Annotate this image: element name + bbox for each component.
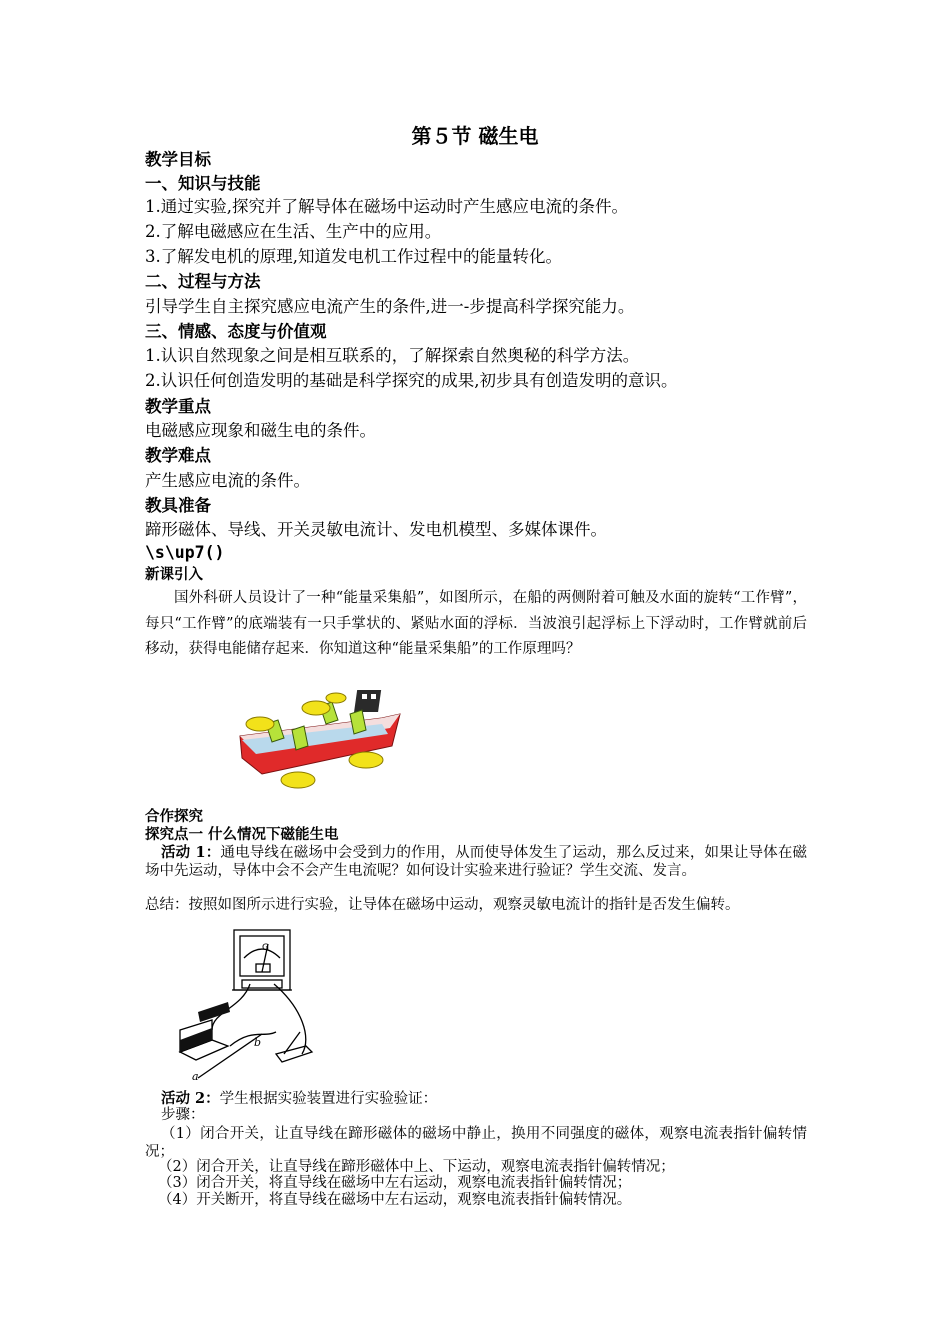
summary-text: 总结：按照如图所示进行实验，让导体在磁场中运动，观察灵敏电流计的指针是否发生偏转。 xyxy=(145,897,740,913)
section2-title: 二、过程与方法 xyxy=(145,272,261,291)
section3-title: 三、情感、态度与价值观 xyxy=(145,322,327,341)
goal-item: 1.通过实验,探究并了解导体在磁场中运动时产生感应电流的条件。 xyxy=(145,197,628,216)
section2-text: 引导学生自主探究感应电流产生的条件,进一-步提高科学探究能力。 xyxy=(145,297,635,316)
page-title: 第５节 磁生电 xyxy=(411,124,539,148)
tools-text: 蹄形磁体、导线、开关灵敏电流计、发电机模型、多媒体课件。 xyxy=(145,520,607,539)
activity2-text: 学生根据实验装置进行实验验证： xyxy=(219,1091,438,1107)
steps-label: 步骤： xyxy=(161,1107,205,1123)
activity2-line xyxy=(161,1090,437,1108)
goal-item: 2.了解电磁感应在生活、生产中的应用。 xyxy=(145,222,442,241)
activity1-label: 活动 1： xyxy=(160,844,221,861)
activity2-label: 活动 2： xyxy=(161,1090,220,1107)
activity1-text: 通电导线在磁场中会受到力的作用，从而使导体发生了运动，那么反过来，如果让导体在磁场中先运动，导体中会不会产生电流呢？如何设计实验来进行验证？学生交流、发言。 xyxy=(145,845,807,879)
wire-label-a: a xyxy=(192,1070,199,1083)
activity1-paragraph xyxy=(145,844,807,880)
galvanometer-label: G xyxy=(262,943,269,953)
goal-item: 2.认识任何创造发明的基础是科学探究的成果,初步具有创造发明的意识。 xyxy=(145,371,678,390)
explore-point1-title: 探究点一 什么情况下磁能生电 xyxy=(145,826,339,843)
tools-heading: 教具准备 xyxy=(145,496,211,515)
energy-ship-image xyxy=(232,684,408,796)
goals-heading: 教学目标 xyxy=(145,150,211,169)
step-item: （4）开关断开，将直导线在磁场中左右运动，观察电流表指针偏转情况。 xyxy=(158,1192,632,1208)
step-item: （3）闭合开关，将直导线在磁场中左右运动，观察电流表指针偏转情况； xyxy=(158,1175,632,1191)
intro-paragraph: 国外科研人员设计了一种“能量采集船”，如图所示，在船的两侧附着可触及水面的旋转“工作臂”，每只“工作臂”的底端装有一只手掌状的、紧贴水面的浮标．当波浪引起浮标上下浮动时，工作臂就前后移动，获得电能储存起来．你知道这种“能量采集船”的工作原理吗？ xyxy=(145,590,807,657)
difficulty-text: 产生感应电流的条件。 xyxy=(145,471,310,490)
explore-heading: 合作探究 xyxy=(145,808,203,825)
wire-label-b: b xyxy=(254,1036,262,1049)
section1-title: 一、知识与技能 xyxy=(145,174,261,193)
difficulty-heading: 教学难点 xyxy=(145,446,211,465)
focus-heading: 教学重点 xyxy=(145,397,211,416)
field-code-text: \s\up7() xyxy=(145,543,225,562)
intro-heading: 新课引入 xyxy=(145,566,203,583)
focus-text: 电磁感应现象和磁生电的条件。 xyxy=(145,421,376,440)
goal-item: 3.了解发电机的原理,知道发电机工作过程中的能量转化。 xyxy=(145,247,562,266)
goal-item: 1.认识自然现象之间是相互联系的，了解探索自然奥秘的科学方法。 xyxy=(145,346,640,365)
induction-apparatus-image xyxy=(172,928,322,1084)
step-item: （2）闭合开关，让直导线在蹄形磁体中上、下运动，观察电流表指针偏转情况； xyxy=(158,1159,675,1175)
step-item: （1）闭合开关，让直导线在蹄形磁体的磁场中静止，换用不同强度的磁体，观察电流表指针偏转情况； xyxy=(145,1126,807,1160)
